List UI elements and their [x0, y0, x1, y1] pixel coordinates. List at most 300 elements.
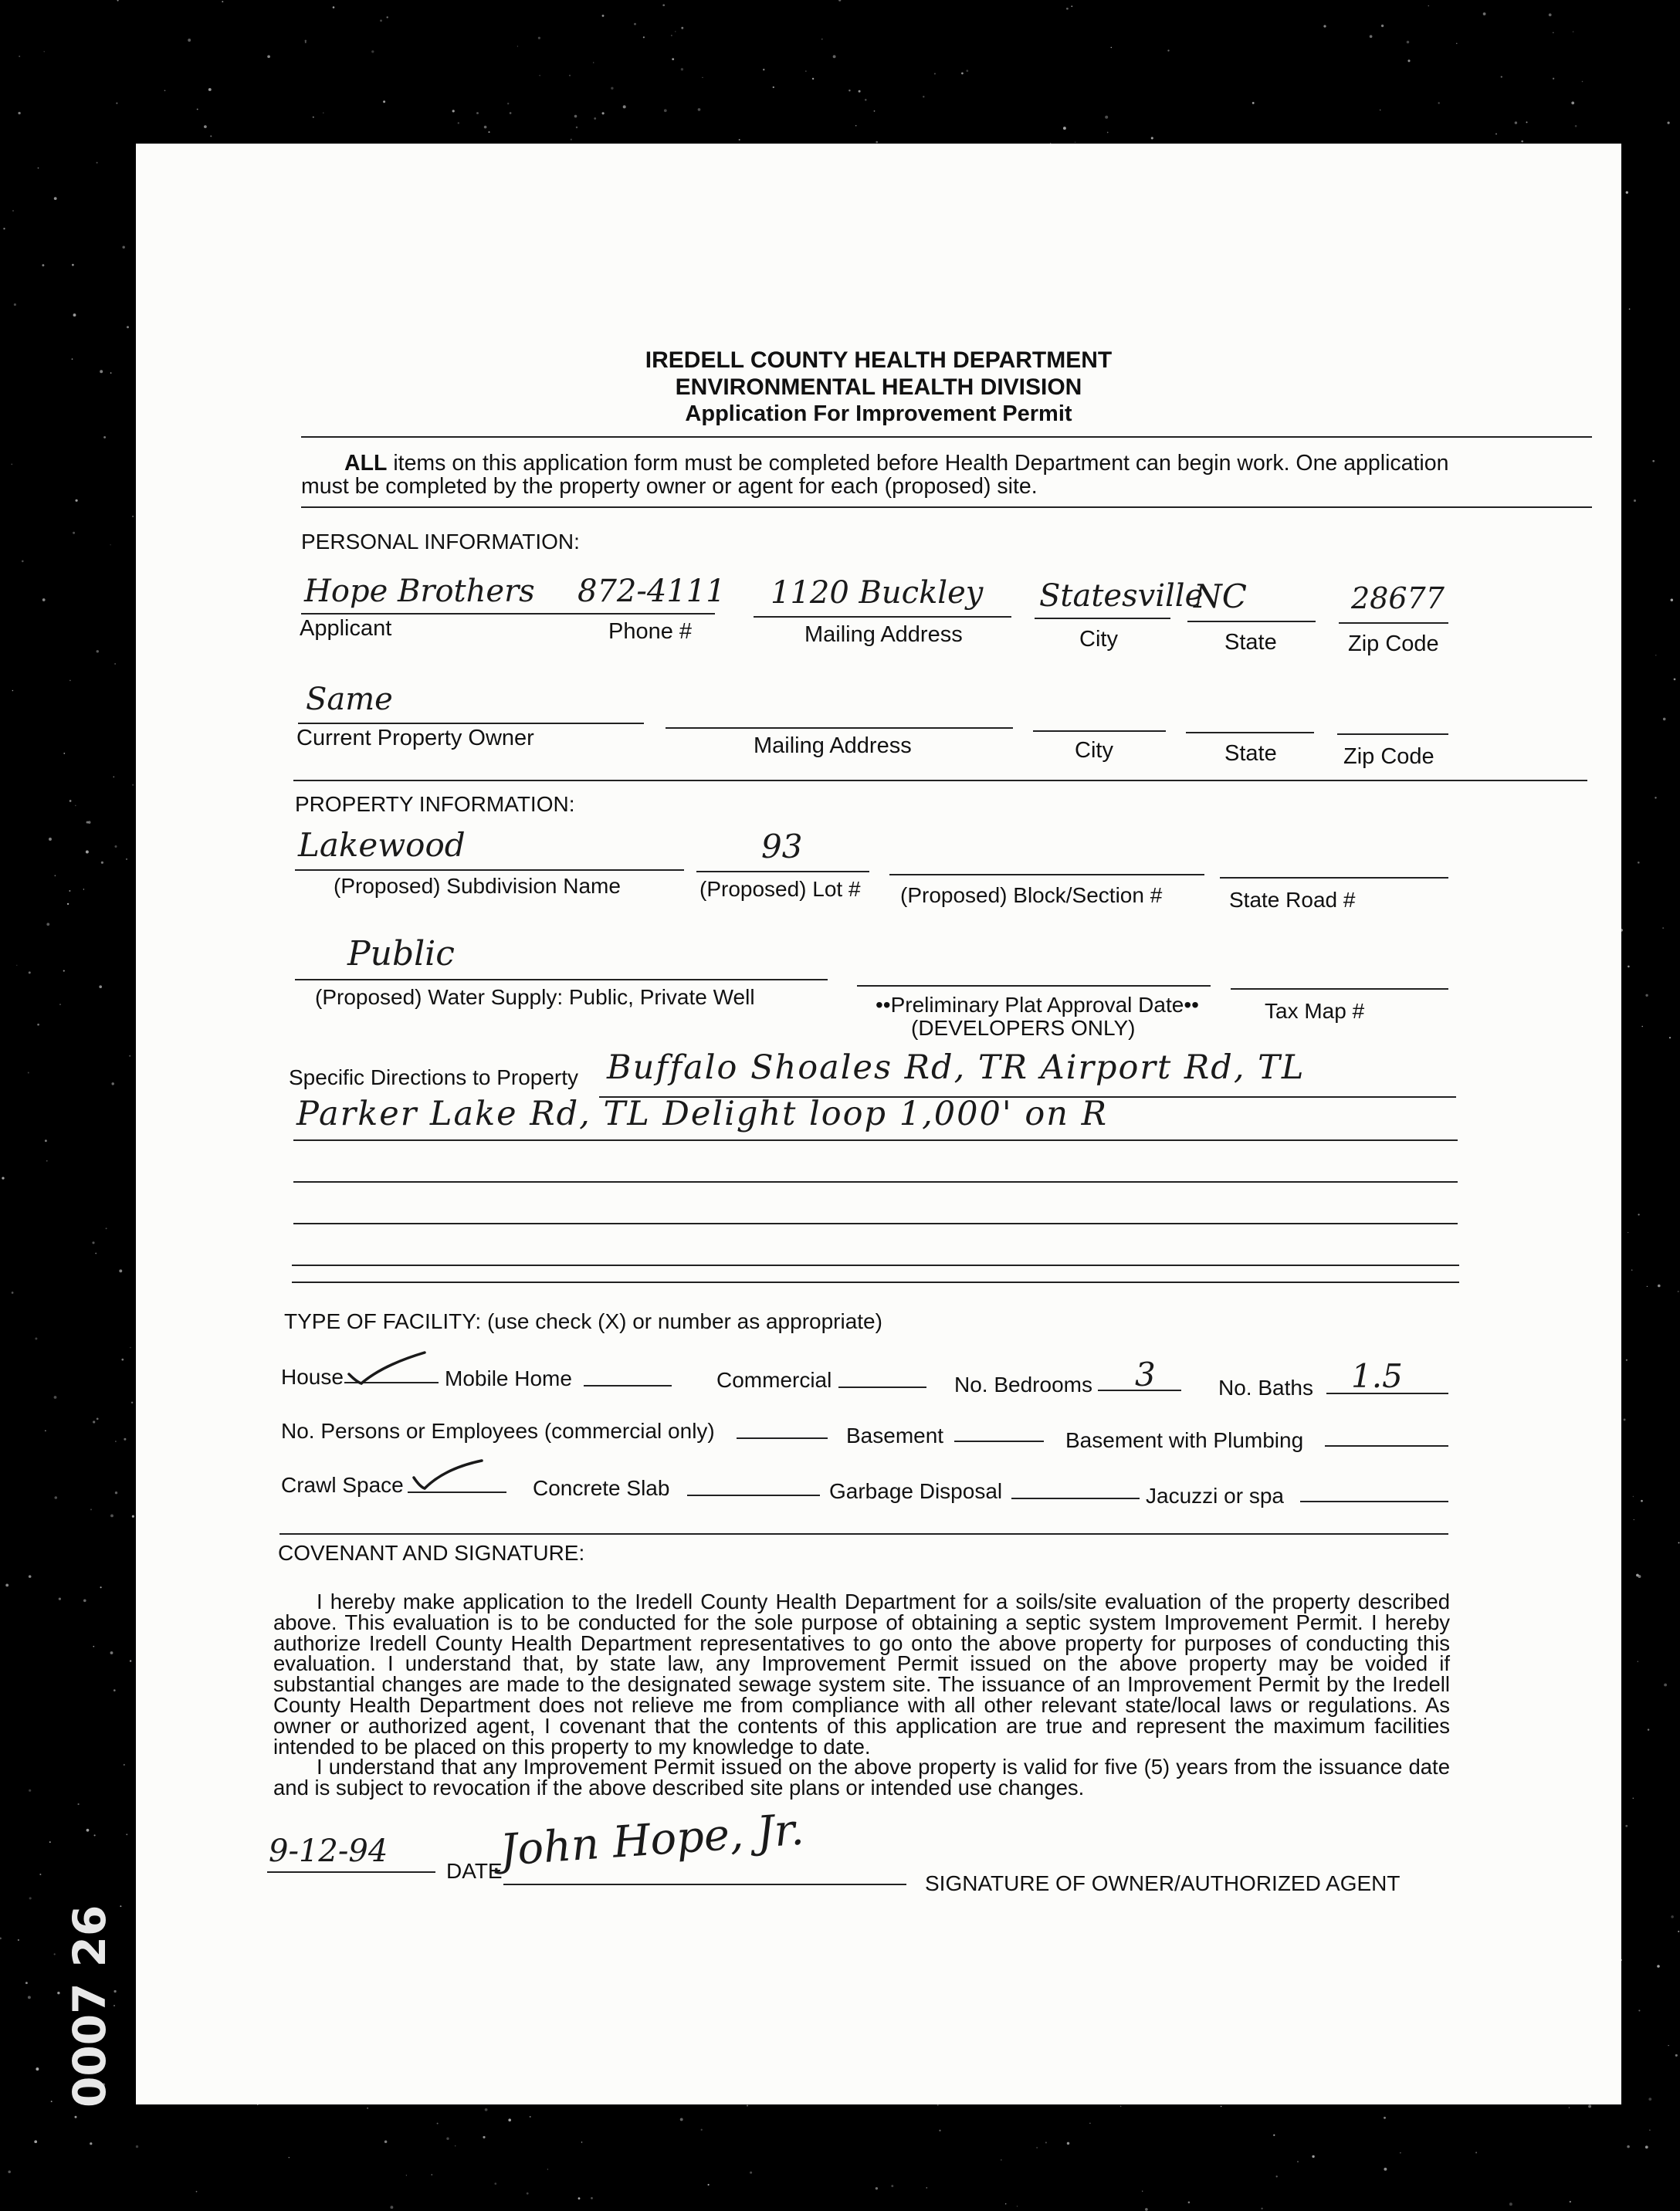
- noise-speck: [126, 858, 127, 860]
- facility-rule: [279, 1533, 1448, 1535]
- noise-speck: [39, 1874, 41, 1875]
- noise-speck: [576, 127, 578, 128]
- noise-speck: [11, 464, 12, 466]
- noise-speck: [484, 126, 487, 129]
- noise-speck: [49, 1841, 51, 1843]
- noise-speck: [92, 1241, 94, 1244]
- noise-speck: [367, 2108, 368, 2109]
- noise-speck: [437, 2123, 439, 2125]
- noise-speck: [455, 2145, 456, 2146]
- noise-speck: [29, 1897, 32, 1899]
- noise-speck: [1151, 137, 1153, 139]
- noise-speck: [458, 122, 459, 124]
- noise-speck: [69, 680, 71, 682]
- noise-speck: [8, 2170, 11, 2173]
- noise-speck: [35, 1338, 37, 1340]
- noise-speck: [1657, 1965, 1660, 1968]
- noise-speck: [1252, 102, 1255, 104]
- phone-line: [571, 613, 715, 615]
- noise-speck: [1671, 598, 1673, 601]
- noise-speck: [1641, 1500, 1643, 1502]
- noise-speck: [34, 2140, 37, 2143]
- noise-speck: [18, 1939, 19, 1941]
- noise-speck: [106, 1227, 107, 1229]
- noise-speck: [578, 2197, 581, 2199]
- noise-speck: [1297, 2161, 1299, 2162]
- noise-speck: [83, 1599, 86, 1602]
- noise-speck: [95, 1253, 97, 1254]
- water-line: [295, 979, 828, 980]
- noise-speck: [574, 115, 578, 118]
- noise-speck: [59, 1597, 61, 1600]
- noise-speck: [508, 2118, 511, 2121]
- bedrooms-line: [1098, 1390, 1181, 1391]
- house-label: House: [281, 1365, 344, 1389]
- noise-speck: [3, 228, 5, 229]
- lot-value: 93: [761, 828, 803, 865]
- taxmap-line: [1231, 988, 1448, 990]
- plat-label: ••Preliminary Plat Approval Date••: [876, 993, 1199, 1017]
- city-value: Statesville: [1039, 578, 1204, 614]
- baths-label: No. Baths: [1218, 1376, 1313, 1400]
- noise-speck: [702, 77, 703, 78]
- owner-signature: John Hope, Jr.: [498, 1804, 806, 1876]
- noise-speck: [1668, 122, 1670, 124]
- noise-speck: [602, 112, 605, 114]
- noise-speck: [121, 1359, 124, 1361]
- noise-speck: [45, 1431, 46, 1432]
- noise-speck: [1631, 1269, 1633, 1271]
- noise-speck: [120, 1905, 121, 1907]
- noise-speck: [1638, 1214, 1639, 1215]
- noise-speck: [848, 90, 850, 91]
- noise-speck: [97, 650, 99, 652]
- noise-speck: [1641, 1026, 1643, 1028]
- noise-speck: [12, 210, 14, 212]
- noise-speck: [122, 245, 124, 248]
- noise-speck: [54, 1953, 56, 1955]
- noise-speck: [117, 0, 119, 2]
- noise-speck: [387, 16, 388, 18]
- noise-speck: [103, 436, 106, 438]
- noise-speck: [891, 2185, 893, 2187]
- noise-speck: [569, 75, 571, 76]
- noise-speck: [222, 1, 223, 2]
- concrete-slab-label: Concrete Slab: [533, 1476, 670, 1500]
- noise-speck: [623, 105, 626, 108]
- noise-speck: [1570, 2201, 1571, 2203]
- noise-speck: [1323, 25, 1326, 27]
- owner-state-line: [1186, 732, 1314, 733]
- noise-speck: [390, 2206, 393, 2209]
- noise-speck: [1588, 2104, 1591, 2108]
- noise-speck: [1663, 718, 1666, 721]
- noise-speck: [113, 777, 115, 778]
- noise-speck: [1475, 2152, 1477, 2153]
- noise-speck: [747, 2105, 748, 2107]
- noise-speck: [28, 1996, 31, 1999]
- city-line: [1035, 618, 1170, 619]
- mobile-home-label: Mobile Home: [445, 1366, 572, 1390]
- noise-speck: [701, 2129, 703, 2131]
- noise-speck: [42, 264, 44, 266]
- noise-speck: [75, 499, 77, 502]
- applicant-label: Applicant: [300, 616, 392, 641]
- noise-speck: [739, 139, 740, 141]
- noise-speck: [1648, 1729, 1649, 1730]
- noise-speck: [1273, 2135, 1275, 2136]
- noise-speck: [838, 0, 841, 2]
- noise-speck: [18, 112, 20, 114]
- noise-speck: [1655, 797, 1656, 798]
- noise-speck: [63, 970, 65, 972]
- property-info-heading: PROPERTY INFORMATION:: [295, 792, 575, 816]
- noise-speck: [750, 2172, 752, 2174]
- noise-speck: [476, 112, 479, 114]
- noise-speck: [1664, 1684, 1667, 1687]
- noise-speck: [812, 78, 814, 80]
- noise-speck: [708, 2184, 710, 2186]
- noise-speck: [680, 2118, 683, 2121]
- owner-city-line: [1033, 730, 1166, 732]
- noise-speck: [485, 2108, 488, 2111]
- signature-label: SIGNATURE OF OWNER/AUTHORIZED AGENT: [925, 1871, 1401, 1895]
- noise-speck: [602, 15, 605, 17]
- owner-mailing-label: Mailing Address: [754, 733, 912, 758]
- header-rule: [301, 436, 1592, 438]
- noise-speck: [1428, 5, 1430, 7]
- noise-speck: [110, 1514, 113, 1517]
- noise-speck: [833, 55, 836, 58]
- noise-speck: [59, 1004, 61, 1005]
- noise-speck: [73, 313, 76, 317]
- signature-line: [503, 1884, 906, 1885]
- state-value: NC: [1194, 577, 1247, 615]
- directions-underline-5: [292, 1265, 1459, 1266]
- document-number-stamp: 0007 26: [63, 1905, 116, 2108]
- noise-speck: [1649, 2129, 1651, 2131]
- noise-speck: [1636, 1574, 1639, 1577]
- noise-speck: [132, 1515, 134, 1518]
- directions-line-2: Parker Lake Rd, TL Delight loop 1,000' on R: [296, 1095, 1108, 1133]
- intro-line-1: ALL items on this application form must be completed before Health Department can begin work. One application: [344, 451, 1449, 476]
- noise-speck: [267, 55, 270, 58]
- mailing-value: 1120 Buckley: [771, 575, 984, 611]
- noise-speck: [74, 2116, 76, 2118]
- noise-speck: [859, 90, 861, 93]
- noise-speck: [1188, 2202, 1191, 2204]
- noise-speck: [1575, 125, 1577, 127]
- mailing-line: [754, 616, 1011, 618]
- division-title: ENVIRONMENTAL HEALTH DIVISION: [675, 374, 1082, 400]
- noise-speck: [42, 598, 46, 601]
- noise-speck: [116, 103, 117, 104]
- noise-speck: [672, 58, 674, 60]
- noise-speck: [69, 800, 72, 802]
- noise-speck: [49, 838, 52, 841]
- form-title: Application For Improvement Permit: [685, 401, 1072, 426]
- owner-value: Same: [306, 682, 393, 717]
- noise-speck: [25, 1982, 28, 1984]
- noise-speck: [45, 1139, 47, 1142]
- directions-underline-2: [293, 1139, 1458, 1141]
- noise-speck: [1276, 2175, 1278, 2177]
- baths-line: [1326, 1393, 1448, 1394]
- noise-speck: [937, 2104, 939, 2106]
- noise-speck: [1167, 49, 1169, 51]
- noise-speck: [1626, 1359, 1628, 1361]
- covenant-paragraph-1: I hereby make application to the Iredell County Health Department for a soils/site evaluation of the property described above. This evaluation is to be conducted for the sole purpose of obtaining a septic system Improvement Permit. I hereby authorize Iredell County Health Department representatives to go onto the above property for purposes of conducting this evaluation. I understand that, by state law, any Improvement Permit issued on the above property may be voided if substantial changes are made to the designated sewage system site. The issuance of an Improvement Permit by the Iredell County Health Department does not relieve me from compliance with all other relevant state/local laws or regulations. As owner or authorized agent, I covenant that the contents of this application are true and represent the maximum facilities intended to be placed on this property to my knowledge to date.: [273, 1590, 1450, 1759]
- noise-speck: [698, 108, 701, 111]
- noise-speck: [46, 923, 49, 926]
- noise-speck: [1036, 2147, 1037, 2148]
- noise-speck: [126, 1833, 127, 1835]
- road-line: [1220, 877, 1448, 879]
- noise-speck: [926, 2187, 927, 2189]
- noise-speck: [305, 42, 307, 43]
- noise-speck: [1495, 134, 1497, 135]
- noise-speck: [1071, 5, 1072, 7]
- block-label: (Proposed) Block/Section #: [900, 883, 1163, 907]
- noise-speck: [939, 2130, 940, 2131]
- jacuzzi-line: [1300, 1501, 1448, 1502]
- commercial-line: [838, 1387, 926, 1388]
- noise-speck: [132, 784, 134, 786]
- property-rule: [292, 1282, 1459, 1283]
- noise-speck: [380, 19, 382, 22]
- noise-speck: [1658, 1285, 1661, 1288]
- noise-speck: [1674, 679, 1676, 681]
- noise-speck: [1652, 460, 1655, 462]
- owner-zip-line: [1337, 733, 1448, 735]
- noise-speck: [44, 51, 45, 52]
- noise-speck: [1678, 1542, 1680, 1543]
- noise-speck: [29, 971, 31, 973]
- phone-value: 872-4111: [578, 574, 726, 609]
- noise-speck: [1669, 1037, 1671, 1038]
- noise-speck: [1662, 927, 1664, 929]
- noise-speck: [75, 805, 76, 807]
- noise-speck: [1569, 2107, 1570, 2108]
- noise-speck: [164, 90, 166, 91]
- noise-speck: [1549, 13, 1552, 16]
- owner-mailing-line: [666, 727, 1013, 729]
- noise-speck: [119, 1269, 122, 1272]
- noise-speck: [113, 1689, 116, 1691]
- noise-speck: [69, 890, 70, 892]
- noise-speck: [1066, 8, 1069, 10]
- noise-speck: [57, 1992, 59, 1994]
- noise-speck: [510, 112, 512, 114]
- noise-speck: [67, 903, 69, 905]
- noise-speck: [2, 1177, 4, 1179]
- noise-speck: [188, 39, 191, 42]
- noise-speck: [100, 370, 103, 373]
- noise-speck: [488, 131, 489, 133]
- block-line: [889, 874, 1204, 875]
- noise-speck: [1633, 1496, 1634, 1497]
- noise-speck: [1111, 47, 1112, 48]
- noise-speck: [507, 103, 509, 104]
- noise-speck: [114, 663, 116, 665]
- noise-speck: [93, 1420, 95, 1423]
- noise-speck: [1381, 25, 1384, 27]
- noise-speck: [38, 168, 39, 169]
- owner-label: Current Property Owner: [296, 726, 534, 750]
- noise-speck: [51, 2101, 52, 2102]
- noise-speck: [1221, 2106, 1222, 2108]
- noise-speck: [1456, 43, 1457, 44]
- taxmap-label: Tax Map #: [1265, 999, 1365, 1023]
- noise-speck: [29, 1789, 31, 1792]
- noise-speck: [571, 139, 572, 141]
- commercial-label: Commercial: [716, 1368, 832, 1392]
- noise-speck: [1648, 2098, 1651, 2101]
- baths-value: 1.5: [1351, 1357, 1403, 1395]
- noise-speck: [72, 264, 74, 266]
- date-line: [267, 1871, 435, 1873]
- noise-speck: [664, 109, 667, 112]
- noise-speck: [19, 56, 20, 57]
- noise-speck: [593, 62, 594, 63]
- noise-speck: [5, 1583, 8, 1586]
- noise-speck: [681, 68, 683, 70]
- zip-value: 28677: [1351, 581, 1445, 615]
- basement-plumbing-line: [1325, 1445, 1448, 1447]
- noise-speck: [1553, 78, 1554, 80]
- covenant-paragraph-2: I understand that any Improvement Permit issued on the above property is valid for five (5) years from the issuance date and is subject to revocation if the above described site plans or intended use changes.: [273, 1755, 1450, 1800]
- mailing-label: Mailing Address: [804, 622, 963, 647]
- noise-speck: [115, 1491, 117, 1494]
- garbage-disposal-label: Garbage Disposal: [829, 1479, 1003, 1503]
- noise-speck: [1624, 1418, 1626, 1420]
- noise-speck: [662, 4, 665, 6]
- noise-speck: [671, 35, 672, 36]
- date-value: 9-12-94: [269, 1833, 388, 1869]
- noise-speck: [431, 2174, 432, 2175]
- intro-line-2: must be completed by the property owner or agent for each (proposed) site.: [301, 474, 1038, 499]
- bedrooms-label: No. Bedrooms: [954, 1373, 1092, 1397]
- garbage-disposal-line: [1011, 1498, 1140, 1499]
- noise-speck: [1627, 2145, 1630, 2148]
- intro-rule: [301, 506, 1592, 508]
- noise-speck: [12, 690, 14, 692]
- noise-speck: [204, 125, 207, 128]
- noise-speck: [371, 50, 374, 52]
- noise-speck: [763, 69, 764, 70]
- noise-speck: [333, 6, 335, 8]
- noise-speck: [1384, 2168, 1387, 2171]
- noise-speck: [1573, 31, 1574, 32]
- noise-speck: [73, 532, 75, 534]
- noise-speck: [874, 110, 876, 112]
- noise-speck: [1501, 76, 1502, 78]
- noise-speck: [643, 36, 645, 38]
- noise-speck: [773, 86, 774, 88]
- noise-speck: [130, 1660, 131, 1661]
- noise-speck: [527, 2192, 529, 2195]
- noise-speck: [1678, 1291, 1679, 1292]
- noise-speck: [1633, 1798, 1634, 1799]
- noise-speck: [55, 1496, 58, 1499]
- noise-speck: [538, 37, 540, 39]
- road-label: State Road #: [1229, 888, 1356, 912]
- noise-speck: [28, 1072, 29, 1073]
- zip-label: Zip Code: [1348, 631, 1439, 656]
- plat-line: [857, 985, 1211, 987]
- noise-speck: [208, 88, 212, 91]
- noise-speck: [1671, 1915, 1674, 1918]
- noise-speck: [591, 2197, 593, 2199]
- noise-speck: [876, 2187, 878, 2189]
- noise-speck: [1005, 2203, 1006, 2204]
- noise-speck: [865, 99, 866, 100]
- noise-speck: [124, 1438, 126, 1441]
- state-line: [1187, 621, 1316, 622]
- house-checkmark: [344, 1348, 429, 1387]
- noise-speck: [934, 73, 936, 74]
- noise-speck: [1626, 191, 1628, 194]
- water-label: (Proposed) Water Supply: Public, Private Well: [315, 985, 755, 1009]
- noise-speck: [1261, 2208, 1262, 2209]
- basement-line: [954, 1441, 1044, 1442]
- mobile-home-line: [584, 1385, 672, 1387]
- noise-speck: [1582, 81, 1583, 83]
- noise-speck: [539, 75, 540, 76]
- basement-label: Basement: [846, 1424, 944, 1447]
- persons-label: No. Persons or Employees (commercial only): [281, 1419, 715, 1443]
- noise-speck: [855, 125, 857, 127]
- noise-speck: [876, 141, 878, 144]
- noise-speck: [1645, 994, 1648, 997]
- noise-speck: [1400, 2152, 1401, 2153]
- noise-speck: [1647, 1286, 1648, 1287]
- noise-speck: [1675, 2054, 1678, 2057]
- noise-speck: [100, 1586, 102, 1588]
- state-label: State: [1224, 630, 1277, 655]
- owner-state-label: State: [1224, 741, 1277, 766]
- noise-speck: [16, 965, 17, 966]
- noise-speck: [483, 2136, 485, 2138]
- noise-speck: [383, 100, 385, 103]
- noise-speck: [196, 2191, 198, 2192]
- noise-speck: [124, 1764, 125, 1766]
- noise-speck: [29, 1575, 32, 1578]
- persons-line: [737, 1437, 828, 1439]
- jacuzzi-label: Jacuzzi or spa: [1146, 1484, 1284, 1508]
- noise-speck: [681, 27, 683, 29]
- noise-speck: [1312, 2155, 1314, 2158]
- noise-speck: [1384, 2117, 1386, 2119]
- owner-zip-label: Zip Code: [1343, 744, 1434, 769]
- noise-speck: [127, 326, 129, 328]
- noise-speck: [961, 73, 964, 75]
- noise-speck: [1678, 1931, 1679, 1932]
- noise-speck: [99, 985, 102, 988]
- noise-speck: [1145, 2208, 1148, 2211]
- directions-line-1: Buffalo Shoales Rd, TR Airport Rd, TL: [607, 1048, 1306, 1087]
- noise-speck: [132, 516, 134, 517]
- concrete-slab-line: [687, 1495, 820, 1496]
- noise-speck: [129, 1055, 130, 1057]
- covenant-heading: COVENANT AND SIGNATURE:: [278, 1541, 585, 1565]
- crawl-space-label: Crawl Space: [281, 1473, 404, 1497]
- noise-speck: [36, 2067, 39, 2070]
- noise-speck: [446, 2138, 449, 2140]
- noise-speck: [1120, 2106, 1121, 2107]
- noise-speck: [72, 358, 73, 360]
- noise-speck: [1629, 308, 1631, 310]
